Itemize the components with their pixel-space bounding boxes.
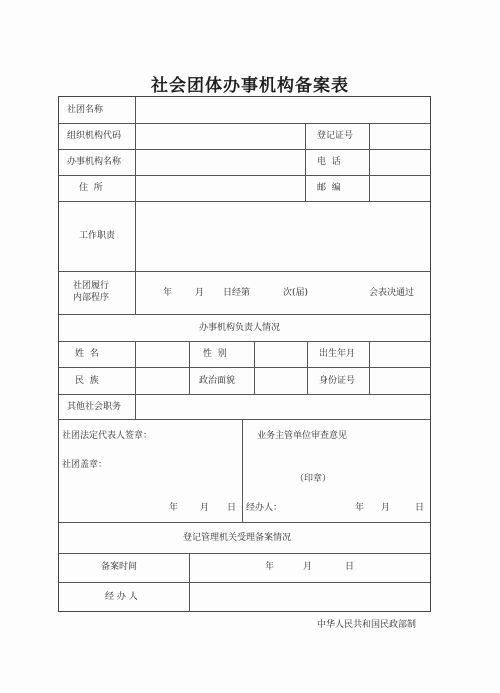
date-left-day: 日 [227,503,237,513]
issuer-footer: 中华人民共和国民政部制 [316,620,416,630]
col-divider [135,341,136,394]
row-divider [59,123,430,124]
col-divider [135,97,136,123]
date-left-month: 月 [200,503,210,513]
address-field[interactable] [139,177,301,199]
address-label: 住 所 [79,183,103,193]
row-divider [59,582,430,583]
duties-label: 工作职责 [79,231,116,241]
handler-right-label: 经办人： [246,503,283,513]
politics-field[interactable] [258,370,304,392]
row-divider [59,314,430,315]
procedure-day: 日经第 [223,288,251,298]
row-divider [59,553,430,554]
reg-no-field[interactable] [373,125,428,147]
col-divider [305,175,306,201]
col-divider [305,123,306,175]
legal-rep-sign-label: 社团法定代表人签章： [62,431,153,441]
row-divider [59,419,430,420]
office-name-field[interactable] [139,151,301,173]
date-right-month: 月 [381,503,391,513]
col-divider [189,553,190,612]
filing-time-label: 备案时间 [101,562,138,572]
other-posts-label: 其他社会职务 [67,402,122,412]
duties-field[interactable] [139,205,429,267]
row-divider [59,149,430,150]
row-divider [59,201,430,202]
gender-label: 性 别 [203,349,227,359]
filing-month: 月 [303,562,313,572]
ethnicity-field[interactable] [139,370,185,392]
col-divider [135,394,136,419]
phone-label: 电 话 [317,157,341,167]
sponsor-opinion-label: 业务主管单位审查意见 [257,431,348,441]
politics-label: 政治面貌 [199,376,236,386]
procedure-month: 月 [195,288,205,298]
registration-form-table [58,96,431,612]
gender-field[interactable] [258,343,304,365]
handler-bottom-field[interactable] [193,585,429,609]
handler-bottom-label: 经 办 人 [105,592,138,602]
col-divider [369,175,370,201]
registry-section-heading: 登记管理机关受理备案情况 [183,533,292,543]
form-title: 社会团体办事机构备案表 [151,76,349,96]
postcode-label: 邮 编 [317,183,341,193]
procedure-label-line1: 社团履行 [73,281,110,291]
date-left-year: 年 [169,503,179,513]
head-section-heading: 办事机构负责人情况 [199,323,281,333]
col-divider [369,123,370,175]
org-code-label: 组织机构代码 [67,131,122,141]
birth-label: 出生年月 [319,349,356,359]
procedure-passed: 会表决通过 [369,288,415,298]
org-name-label: 社团名称 [67,105,104,115]
procedure-session: 次(届) [283,288,309,298]
row-divider [59,522,430,523]
filing-year: 年 [265,562,275,572]
name-label: 姓 名 [75,349,99,359]
filing-day: 日 [345,562,355,572]
phone-field[interactable] [373,151,428,173]
seal-label: （印章） [295,474,332,484]
date-right-year: 年 [355,503,365,513]
postcode-field[interactable] [373,177,428,199]
name-field[interactable] [139,343,185,365]
row-divider [59,175,430,176]
col-divider [135,201,136,271]
office-name-label: 办事机构名称 [67,157,122,167]
col-divider [135,123,136,175]
col-divider [135,271,136,314]
col-divider [254,341,255,394]
reg-no-label: 登记证号 [317,131,354,141]
ethnicity-label: 民 族 [75,376,99,386]
row-divider [59,394,430,395]
birth-field[interactable] [373,343,428,365]
date-right-day: 日 [415,503,425,513]
row-divider [59,271,430,272]
row-divider [59,367,430,368]
org-code-field[interactable] [139,125,301,147]
col-divider [307,341,308,394]
col-divider [189,341,190,394]
org-seal-label: 社团盖章： [62,460,108,470]
procedure-year: 年 [163,288,173,298]
id-no-label: 身份证号 [319,376,356,386]
col-divider [369,341,370,394]
row-divider [59,341,430,342]
procedure-label-line2: 内部程序 [73,293,110,303]
id-no-field[interactable] [373,370,428,392]
org-name-field[interactable] [139,99,429,121]
col-divider [242,419,243,522]
other-posts-field[interactable] [139,396,429,417]
col-divider [135,175,136,201]
